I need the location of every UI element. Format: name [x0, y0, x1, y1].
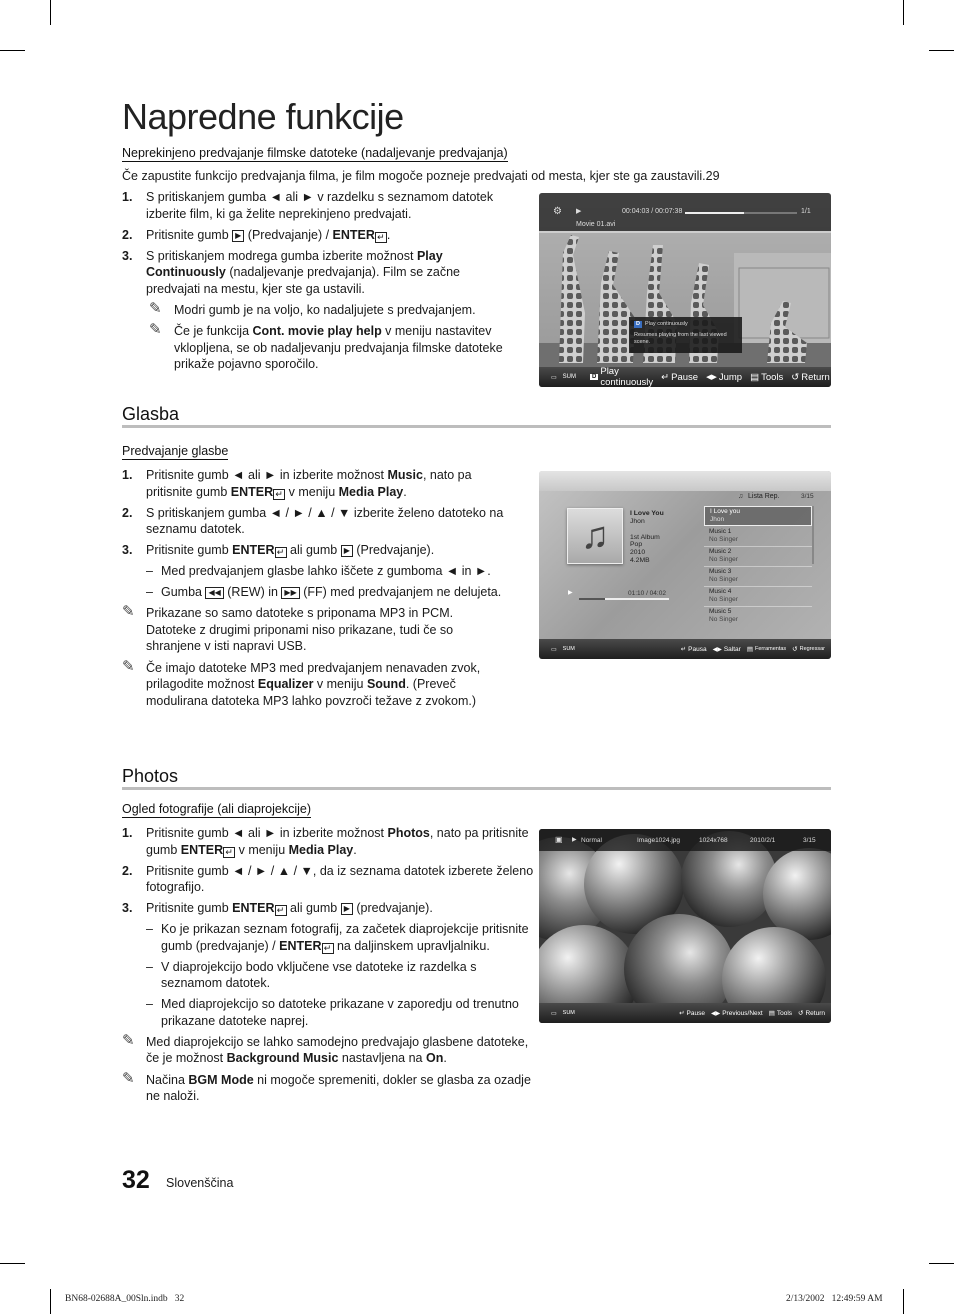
photo-date: 2010/2/1 [750, 837, 776, 844]
crop-mark [903, 0, 904, 25]
step-text: S pritiskanjem modrega gumba izberite možnost [146, 248, 417, 263]
list-item [122, 542, 506, 559]
section-rule [122, 425, 831, 428]
music-time: 01:10 / 04:02 [628, 590, 666, 597]
step-text: v meniju [235, 842, 289, 857]
track-list-item[interactable] [704, 567, 812, 587]
step-text: . [353, 842, 357, 857]
note-text: Če imajo datoteke MP3 med predvajanjem nenavaden zvok, prilagodite možnost [146, 660, 481, 691]
playlist-label: Lista Rep. [748, 493, 780, 500]
photo-viewer-screenshot [539, 829, 831, 1023]
movie-control-bar [539, 367, 831, 387]
tools-icon: ▤ [746, 646, 753, 653]
slideshow-mode: Normal [581, 837, 602, 844]
enter-icon: ↵ [322, 943, 334, 954]
usb-icon: ▭ [551, 646, 557, 653]
play-icon: ▶ [341, 903, 353, 915]
dash-item [122, 921, 534, 954]
step-text: Pritisnite gumb [146, 227, 233, 242]
option-name: Play Continuously [146, 248, 443, 279]
movie-top-bar [539, 193, 831, 231]
note [122, 323, 514, 373]
step-text: (Predvajanje). [352, 543, 435, 557]
music-progress-track [579, 598, 669, 600]
step-number: 3. [122, 901, 133, 915]
track-genre: Pop [630, 541, 643, 549]
left-right-icon: ◀▶ [712, 646, 722, 653]
playlist-icon: ♫ [738, 493, 744, 500]
dash-text: na daljinskem upravljalniku. [333, 938, 490, 953]
dash-text: Gumba [161, 585, 206, 599]
movie-progress-fill [685, 212, 744, 214]
music-note-icon: ♫ [567, 508, 623, 564]
step-text: , nato pa pritisnite gumb [146, 468, 472, 499]
return-icon: ↺ [791, 371, 800, 383]
play-icon: ▶ [572, 837, 577, 843]
step-text: ali gumb [286, 901, 341, 915]
list-item [122, 825, 534, 858]
music-heading: Predvajanje glasbe [122, 444, 229, 458]
dash-item [122, 959, 534, 992]
step-text: Pritisnite gumb ◄ ali ► in izberite možnost [146, 468, 388, 482]
ff-icon: ▶▶ [281, 587, 299, 599]
option-value: On [425, 1051, 444, 1065]
crop-mark [0, 50, 25, 51]
track-artist: Jhon [710, 515, 725, 523]
apples-photo [539, 829, 831, 1023]
page-number: 32 [122, 1166, 150, 1194]
movie-steps [122, 189, 514, 378]
step-text: (nadaljevanje predvajanja). Film se začne predvajati na mestu, kjer ste ga ustavili. [146, 265, 461, 296]
music-control-bar [539, 639, 831, 659]
note-text: nastavljena na [338, 1051, 426, 1065]
play-icon: ▶ [568, 590, 573, 596]
dash-bullet: – [146, 922, 153, 936]
note-text: v meniju [313, 677, 367, 691]
pause-button[interactable]: Pausa [688, 645, 707, 653]
track-name: I Love you [710, 508, 740, 515]
enter-label: ENTER [180, 842, 224, 857]
blue-d-icon: D [592, 374, 597, 380]
photo-icon: ▣ [555, 835, 563, 844]
dash-bullet: – [146, 959, 153, 974]
list-item [122, 863, 534, 896]
note [122, 605, 506, 655]
list-item [122, 189, 514, 222]
option-name: Music [387, 468, 423, 482]
track-year: 2010 [630, 549, 646, 557]
dash-text: V diaprojekcijo bodo vključene vse datoteke iz razdelka s seznamom datotek. [161, 959, 477, 990]
dash-item [122, 563, 506, 580]
list-item [122, 227, 514, 244]
movie-count: 1/1 [801, 208, 811, 215]
music-steps [122, 467, 506, 714]
crop-mark [929, 50, 954, 51]
tools-icon: ▤ [750, 371, 760, 383]
movie-reel-icon: ⚙ [553, 206, 562, 217]
tools-button[interactable]: Tools [776, 1009, 793, 1017]
crop-mark [929, 1263, 954, 1264]
note [122, 1069, 534, 1105]
enter-label: ENTER [279, 938, 322, 953]
enter-icon: ↵ [375, 232, 387, 243]
track-size: 4.2MB [630, 556, 650, 564]
list-item [122, 248, 514, 298]
step-text: Pritisnite gumb [146, 901, 233, 915]
note [122, 299, 514, 319]
note-text: Med diaprojekcijo se lahko samodejno predvajajo glasbene datoteke, če je možnost [146, 1034, 529, 1065]
crop-mark [50, 1289, 51, 1314]
track-name: Music 5 [709, 608, 732, 615]
option-name: Photos [387, 826, 430, 840]
list-item [122, 900, 534, 917]
play-continuously-popup [629, 317, 742, 353]
dash-bullet: – [146, 585, 153, 599]
step-text: Pritisnite gumb [146, 543, 233, 557]
dash-bullet: – [146, 564, 153, 578]
track-list-scrollbar[interactable] [812, 506, 814, 564]
crop-mark [0, 1263, 25, 1264]
tools-button[interactable]: Tools [761, 371, 784, 383]
track-artist: No Singer [709, 535, 738, 543]
dash-text: Med predvajanjem glasbe lahko iščete z gumboma ◄ in ►. [161, 564, 491, 578]
note-text: . (Preveč modulirana datoteka MP3 lahko povzroči težave z zvokom.) [146, 677, 477, 708]
list-item [122, 505, 506, 538]
note-text: . [443, 1051, 447, 1065]
jump-button[interactable]: Jump [718, 371, 743, 383]
step-text: v meniju [285, 484, 339, 499]
note-text: ni mogoče spremeniti, dokler se glasba za ozadje ne naloži. [146, 1072, 531, 1103]
menu-name: Sound [366, 677, 406, 691]
note-text: v meniju nastavitev vklopljena, se ob nadaljevanju predvajanja filmske datoteke prikaže pojavno sporočilo. [174, 324, 503, 371]
print-file-info: BN68-02688A_00Sln.indb 32 [65, 1294, 185, 1304]
track-list-item-selected[interactable] [704, 506, 812, 526]
return-button[interactable]: Return [805, 1009, 825, 1017]
step-text: Pritisnite gumb ◄ ali ► in izberite možnost [146, 826, 388, 840]
track-artist: No Singer [709, 555, 738, 563]
movie-player-screenshot [539, 193, 831, 387]
dash-item [122, 996, 534, 1029]
tools-button[interactable]: Ferramentas [754, 646, 787, 652]
track-album: 1st Album [630, 533, 660, 541]
usb-icon: ▭ [551, 374, 557, 381]
step-text: S pritiskanjem gumba ◄ ali ► v razdelku s seznamom datotek izberite film, ki ga želite neprekinjeno predvajati. [146, 190, 494, 221]
movie-heading: Neprekinjeno predvajanje filmske datoteke (nadaljevanje predvajanja) [122, 146, 508, 160]
step-number: 1. [122, 468, 133, 482]
crop-mark [903, 1289, 904, 1314]
photo-resolution: 1024x768 [699, 837, 728, 844]
note-icon: ✎ [122, 1069, 135, 1087]
step-number: 1. [122, 826, 133, 840]
step-text: ali gumb [286, 543, 341, 557]
return-icon: ↺ [792, 646, 798, 653]
tools-icon: ▤ [768, 1010, 775, 1017]
music-player-screenshot [539, 471, 831, 659]
return-button[interactable]: Regressar [799, 646, 825, 652]
photos-heading: Ogled fotografije (ali diaprojekcije) [122, 802, 311, 816]
section-title-photos: Photos [122, 766, 179, 786]
option-name: Cont. movie play help [252, 324, 382, 338]
note-icon: ✎ [122, 603, 135, 620]
step-number: 3. [122, 248, 133, 263]
skip-button[interactable]: Saltar [723, 645, 741, 653]
step-text: . [386, 227, 391, 242]
note-text: Modri gumb je na voljo, ko nadaljujete s predvajanjem. [174, 302, 476, 317]
section-title-glasba: Glasba [122, 404, 180, 424]
note-text: Če je funkcija [174, 324, 253, 338]
device-label: SUM [562, 646, 575, 652]
enter-icon: ↵ [661, 371, 670, 383]
return-icon: ↺ [798, 1010, 804, 1017]
note-text: Načina [146, 1072, 189, 1087]
pause-button[interactable]: Pause [686, 1009, 705, 1017]
pause-button[interactable]: Pause [671, 371, 699, 383]
track-list [704, 506, 812, 627]
page-title: Napredne funkcije [122, 96, 404, 137]
section-rule [122, 787, 831, 790]
music-top-band [539, 471, 831, 491]
note [122, 657, 506, 710]
rew-icon: ◀◀ [205, 587, 223, 599]
step-number: 1. [122, 190, 133, 204]
track-name: Music 2 [709, 548, 732, 555]
step-text: . [403, 484, 407, 499]
dash-bullet: – [146, 997, 153, 1011]
note-text: Prikazane so samo datoteke s priponama MP3 in PCM. Datoteke z drugimi priponami niso prikazane, tudi če so shranjene v isti napravi USB. [146, 606, 454, 653]
step-text: Pritisnite gumb ◄ / ► / ▲ / ▼, da iz seznama datotek izberete želeno fotografijo. [146, 863, 534, 894]
enter-label: ENTER [332, 227, 375, 242]
enter-label: ENTER [232, 543, 275, 557]
step-number: 2. [122, 863, 133, 878]
enter-icon: ↵ [275, 547, 287, 558]
menu-name: Media Play [288, 842, 354, 857]
photo-top-bar [539, 829, 831, 851]
step-number: 2. [122, 505, 133, 520]
option-name: Equalizer [257, 677, 314, 691]
popup-text: Resumes playing from the last viewed scene. [634, 332, 727, 345]
return-button[interactable]: Return [801, 371, 830, 383]
enter-label: ENTER [232, 901, 275, 915]
play-icon: ▶ [341, 545, 353, 557]
step-number: 3. [122, 543, 133, 557]
track-list-item[interactable] [704, 587, 812, 607]
list-item [122, 467, 506, 500]
note-icon: ✎ [149, 321, 162, 338]
play-icon: ▶ [576, 208, 582, 215]
usb-icon: ▭ [551, 1010, 557, 1017]
dash-text: Med diaprojekcijo so datoteke prikazane v zaporedju od trenutno prikazane datoteke naprej. [161, 997, 519, 1028]
track-artist: Jhon [630, 517, 645, 525]
track-artist: No Singer [709, 615, 738, 623]
photos-steps [122, 825, 534, 1110]
enter-label: ENTER [230, 484, 274, 499]
page-language: Slovenščina [166, 1176, 234, 1190]
dash-text: (FF) med predvajanjem ne delujeta. [299, 585, 502, 599]
menu-name: Media Play [338, 484, 404, 499]
step-number: 2. [122, 227, 133, 242]
enter-icon: ↵ [223, 847, 235, 858]
option-name: Background Music [226, 1051, 339, 1065]
movie-time: 00:04:03 / 00:07:38 [622, 208, 683, 215]
track-name: Music 4 [709, 588, 732, 595]
photo-count: 3/15 [803, 837, 816, 844]
play-icon: ▶ [232, 230, 244, 242]
step-text: (predvajanje). [352, 901, 433, 915]
device-label: SUM [562, 374, 577, 380]
track-artist: No Singer [709, 575, 738, 583]
left-right-icon: ◀▶ [710, 1010, 721, 1017]
dash-text: Ko je prikazan seznam fotografij, za začetek diaprojekcije pritisnite gumb (predvajanje) / [161, 922, 529, 953]
music-count: 3/15 [801, 493, 814, 500]
track-list-item[interactable] [704, 607, 812, 627]
enter-icon: ↵ [679, 1010, 685, 1017]
track-title: I Love You [630, 510, 664, 517]
movie-filename: Movie 01.avi [576, 221, 616, 228]
previous-next-button[interactable]: Previous/Next [722, 1009, 763, 1017]
photo-filename: Image1024.jpg [637, 837, 681, 844]
track-list-item[interactable] [704, 527, 812, 547]
photo-control-bar [539, 1003, 831, 1023]
dash-item [122, 584, 506, 601]
device-label: SUM [562, 1010, 575, 1016]
step-text: , nato pa pritisnite gumb [146, 826, 529, 857]
blue-d-icon: D [636, 321, 640, 327]
movie-progress-track [685, 212, 797, 214]
enter-icon: ↵ [275, 905, 287, 916]
crop-mark [50, 0, 51, 25]
enter-icon: ↵ [273, 489, 285, 500]
step-text: S pritiskanjem gumba ◄ / ► / ▲ / ▼ izberite želeno datoteko na seznamu datotek. [146, 505, 504, 536]
track-name: Music 1 [709, 528, 732, 535]
movie-intro: Če zapustite funkcijo predvajanja filma, je film mogoče pozneje predvajati od mesta, kjer ste ga zaustavili.29 [122, 169, 720, 183]
track-list-item[interactable] [704, 547, 812, 567]
note-icon: ✎ [122, 1031, 135, 1049]
note [122, 1031, 534, 1067]
music-progress-fill [579, 598, 605, 600]
enter-icon: ↵ [680, 646, 687, 653]
option-name: BGM Mode [188, 1072, 254, 1087]
track-name: Music 3 [709, 568, 732, 575]
track-info [630, 510, 664, 565]
print-timestamp: 2/13/2002 12:49:59 AM [786, 1294, 883, 1304]
left-right-icon: ◀▶ [706, 374, 717, 381]
note-icon: ✎ [149, 299, 162, 317]
step-text: (Predvajanje) / [244, 227, 333, 242]
note-icon: ✎ [122, 657, 135, 675]
play-continuously-button[interactable]: Play continuously [600, 366, 654, 387]
track-artist: No Singer [709, 595, 738, 603]
popup-title: Play continuously [644, 321, 688, 327]
dash-text: (REW) in [223, 585, 282, 599]
